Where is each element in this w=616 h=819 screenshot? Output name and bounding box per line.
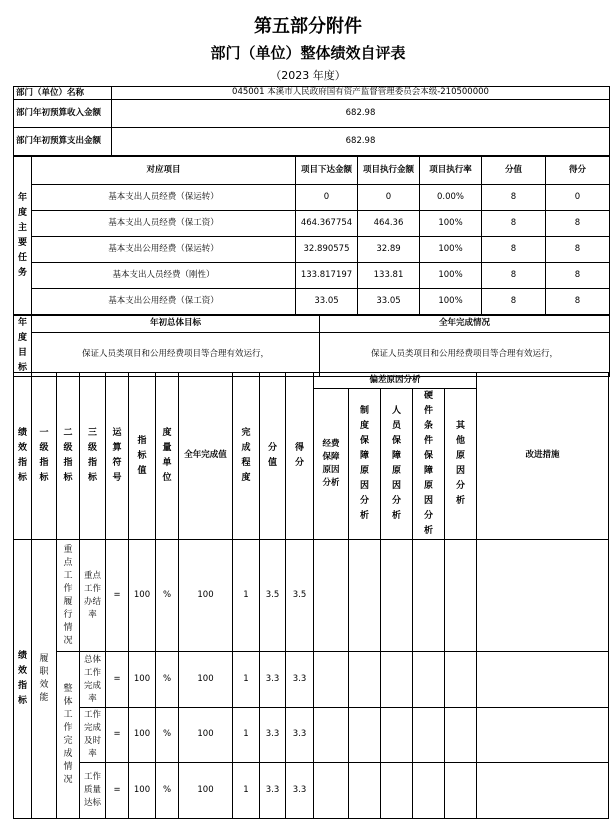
task-got: 8 xyxy=(546,289,610,315)
personnel-cell xyxy=(381,763,413,819)
degree-value: 1 xyxy=(233,708,260,763)
year-label: （2023 年度） xyxy=(270,69,346,82)
level3-value: 重点工作办结率 xyxy=(80,540,106,652)
degree-value: 1 xyxy=(233,652,260,708)
task-item: 基本支出人员经费（保运转） xyxy=(32,185,296,211)
tasks-section-label: 年度主要任务 xyxy=(14,157,32,315)
task-score: 8 xyxy=(482,237,546,263)
score-value: 3.3 xyxy=(260,708,286,763)
header-unit: 度量单位 xyxy=(156,373,179,540)
header-annual: 全年完成值 xyxy=(179,373,233,540)
degree-value: 1 xyxy=(233,540,260,652)
goals-table xyxy=(13,315,610,377)
goals-initial-header: 年初总体目标 xyxy=(32,316,320,333)
task-got: 8 xyxy=(546,211,610,237)
target-value: 100 xyxy=(129,540,156,652)
header-level2: 二级指标 xyxy=(57,373,80,540)
task-rate: 0.00% xyxy=(420,185,482,211)
hardware-cell xyxy=(413,763,445,819)
task-score: 8 xyxy=(482,289,546,315)
expense-label: 部门年初预算支出金额 xyxy=(14,128,112,156)
page-title: 部门（单位）整体绩效自评表 xyxy=(210,44,406,62)
got-value: 3.3 xyxy=(286,708,314,763)
task-executed: 32.89 xyxy=(358,237,420,263)
header-measures: 改进措施 xyxy=(477,373,609,540)
indicators-section-label-body: 绩效指标 xyxy=(14,540,32,819)
annual-value: 100 xyxy=(179,652,233,708)
got-value: 3.5 xyxy=(286,540,314,652)
task-item: 基本支出人员经费（刚性） xyxy=(32,263,296,289)
task-got: 0 xyxy=(546,185,610,211)
task-rate: 100% xyxy=(420,289,482,315)
system-cell xyxy=(349,652,381,708)
level2-value: 重点工作履行情况 xyxy=(57,540,80,652)
unit-value: % xyxy=(156,652,179,708)
personnel-cell xyxy=(381,540,413,652)
task-rate: 100% xyxy=(420,211,482,237)
goals-completion-text: 保证人员类项目和公用经费项目等合理有效运行， xyxy=(320,333,610,377)
measures-cell xyxy=(477,708,609,763)
task-score: 8 xyxy=(482,185,546,211)
other-cell xyxy=(445,708,477,763)
level1-value: 履职效能 xyxy=(32,540,57,819)
target-value: 100 xyxy=(129,708,156,763)
system-cell xyxy=(349,763,381,819)
task-score: 8 xyxy=(482,211,546,237)
unit-value: % xyxy=(156,763,179,819)
level2-value: 整体工作完成情况 xyxy=(57,652,80,819)
operator-value: = xyxy=(106,652,129,708)
task-issued: 33.05 xyxy=(296,289,358,315)
header-deviation: 偏差原因分析 xyxy=(314,373,477,389)
task-score: 8 xyxy=(482,263,546,289)
header-other: 其他原因分析 xyxy=(445,389,477,540)
header-got: 得分 xyxy=(286,373,314,540)
income-label: 部门年初预算收入金额 xyxy=(14,100,112,128)
hardware-cell xyxy=(413,708,445,763)
measures-cell xyxy=(477,763,609,819)
other-cell xyxy=(445,652,477,708)
measures-cell xyxy=(477,652,609,708)
task-issued: 0 xyxy=(296,185,358,211)
goals-initial-text: 保证人员类项目和公用经费项目等合理有效运行， xyxy=(32,333,320,377)
measures-cell xyxy=(477,540,609,652)
tasks-header-item: 对应项目 xyxy=(32,157,296,185)
other-cell xyxy=(445,763,477,819)
header-system: 制度保障原因分析 xyxy=(349,389,381,540)
score-value: 3.3 xyxy=(260,763,286,819)
task-item: 基本支出人员经费（保工资） xyxy=(32,211,296,237)
tasks-header-rate: 项目执行率 xyxy=(420,157,482,185)
annual-value: 100 xyxy=(179,708,233,763)
attachment-title: 第五部分附件 xyxy=(254,16,362,37)
degree-value: 1 xyxy=(233,763,260,819)
funding-cell xyxy=(314,540,349,652)
header-funding: 经费保障原因分析 xyxy=(314,389,349,540)
task-rate: 100% xyxy=(420,237,482,263)
task-issued: 133.817197 xyxy=(296,263,358,289)
operator-value: = xyxy=(106,763,129,819)
goals-section-label: 年度目标 xyxy=(14,316,32,377)
header-level3: 三级指标 xyxy=(80,373,106,540)
header-degree: 完成程度 xyxy=(233,373,260,540)
personnel-cell xyxy=(381,708,413,763)
level3-value: 工作质量达标 xyxy=(80,763,106,819)
system-cell xyxy=(349,540,381,652)
task-executed: 0 xyxy=(358,185,420,211)
indicators-section-label: 绩效指标 xyxy=(14,373,32,540)
level3-value: 总体工作完成率 xyxy=(80,652,106,708)
header-target: 指标值 xyxy=(129,373,156,540)
hardware-cell xyxy=(413,652,445,708)
annual-value: 100 xyxy=(179,763,233,819)
expense-value: 682.98 xyxy=(112,128,610,156)
task-item: 基本支出公用经费（保工资） xyxy=(32,289,296,315)
tasks-header-issued: 项目下达金额 xyxy=(296,157,358,185)
dept-label: 部门（单位）名称 xyxy=(14,87,112,100)
info-table xyxy=(13,86,610,156)
level3-value: 工作完成及时率 xyxy=(80,708,106,763)
dept-value: 045001 本溪市人民政府国有资产监督管理委员会本级-210500000 xyxy=(112,87,610,100)
score-value: 3.3 xyxy=(260,652,286,708)
funding-cell xyxy=(314,652,349,708)
target-value: 100 xyxy=(129,763,156,819)
tasks-table xyxy=(13,156,610,315)
header-level1: 一级指标 xyxy=(32,373,57,540)
hardware-cell xyxy=(413,540,445,652)
operator-value: = xyxy=(106,540,129,652)
income-value: 682.98 xyxy=(112,100,610,128)
header-operator: 运算符号 xyxy=(106,373,129,540)
task-item: 基本支出公用经费（保运转） xyxy=(32,237,296,263)
tasks-header-executed: 项目执行金额 xyxy=(358,157,420,185)
score-value: 3.5 xyxy=(260,540,286,652)
personnel-cell xyxy=(381,652,413,708)
task-executed: 464.36 xyxy=(358,211,420,237)
funding-cell xyxy=(314,708,349,763)
header-hardware: 硬件条件保障原因分析 xyxy=(413,389,445,540)
task-rate: 100% xyxy=(420,263,482,289)
task-executed: 33.05 xyxy=(358,289,420,315)
header-score: 分值 xyxy=(260,373,286,540)
task-executed: 133.81 xyxy=(358,263,420,289)
task-got: 8 xyxy=(546,237,610,263)
got-value: 3.3 xyxy=(286,652,314,708)
operator-value: = xyxy=(106,708,129,763)
unit-value: % xyxy=(156,540,179,652)
funding-cell xyxy=(314,763,349,819)
task-issued: 464.367754 xyxy=(296,211,358,237)
target-value: 100 xyxy=(129,652,156,708)
task-issued: 32.890575 xyxy=(296,237,358,263)
header-personnel: 人员保障原因分析 xyxy=(381,389,413,540)
tasks-header-got: 得分 xyxy=(546,157,610,185)
goals-completion-header: 全年完成情况 xyxy=(320,316,610,333)
indicators-table xyxy=(13,372,609,819)
got-value: 3.3 xyxy=(286,763,314,819)
task-got: 8 xyxy=(546,263,610,289)
unit-value: % xyxy=(156,708,179,763)
other-cell xyxy=(445,540,477,652)
system-cell xyxy=(349,708,381,763)
tasks-header-score: 分值 xyxy=(482,157,546,185)
annual-value: 100 xyxy=(179,540,233,652)
